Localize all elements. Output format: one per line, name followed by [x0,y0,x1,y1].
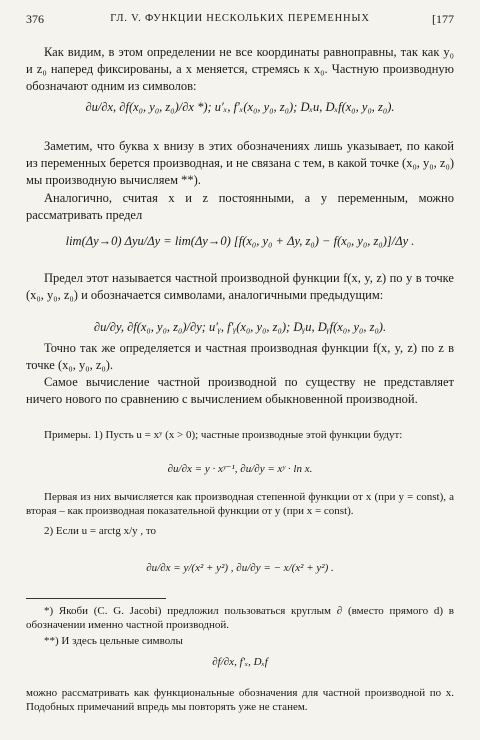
footnote-formula: ∂f/∂x, f′ₓ, Dₓf [212,656,268,668]
footnote-2: **) И здесь цельные символы [44,635,183,647]
footnote-1: *) Якоби (C. G. Jacobi) предложил пользоваться круглым ∂ (вместо прямого d) в обозначении именно частной производной. [26,605,454,631]
example-2: Первая из них вычисляется как производная степенной функции от x (при y = const), а вторая – как производная показательной функции от y (при x = const). [26,491,454,517]
formula-3: ∂u/∂y, ∂f(x₀, y₀, z₀)/∂y; u′ᵧ, f′ᵧ(x₀, y₀, z₀); Dᵧu, Dᵧf(x₀, y₀, z₀). [93,320,387,334]
section-number: [177 [432,12,454,26]
footnote-3: можно рассматривать как функциональные обозначения для частной производной по x. Подобных примечаний впредь мы повторять уже не станем. [26,687,454,713]
paragraph-2: Заметим, что буква x внизу в этих обозначениях лишь указывает, по какой из переменных берется производная, и не связана с тем, в какой точке (x₀, y₀, z₀) мы производную вычисляем **). [26,139,454,187]
paragraph-3: Аналогично, считая x и z постоянными, а y переменным, можно рассматривать предел [26,191,454,222]
example-3: 2) Если u = arctg x/y , то [44,525,157,537]
paragraph-1: Как видим, в этом определении не все координаты равноправны, так как y₀ и z₀ наперед фиксированы, а x меняется, стремясь к x₀. Частную производную обозначают одним из символов: [26,45,454,93]
running-header [26,12,454,28]
paragraph-6: Самое вычисление частной производной по существу не представляет ничего нового по сравнению с вычислением обыкновенной производной. [26,375,454,406]
chapter-title: ГЛ. V. ФУНКЦИИ НЕСКОЛЬКИХ ПЕРЕМЕННЫХ [110,13,370,24]
example-1: Примеры. 1) Пусть u = xʸ (x > 0); частные производные этой функции будут: [44,429,403,441]
paragraph-5: Точно так же определяется и частная производная функции f(x, y, z) по z в точке (x₀, y₀, z₀). [26,341,454,372]
formula-2: lim(Δy→0) Δyu/Δy = lim(Δy→0) [f(x₀, y₀ + Δy, z₀) − f(x₀, y₀, z₀)]/Δy . [65,234,415,248]
example-formula-2: ∂u/∂x = y/(x² + y²) , ∂u/∂y = − x/(x² + y²) . [146,562,334,574]
footnote-divider [26,598,166,599]
example-formula-1: ∂u/∂x = y · xʸ⁻¹, ∂u/∂y = xʸ · ln x. [167,463,313,475]
paragraph-4: Предел этот называется частной производной функции f(x, y, z) по y в точке (x₀, y₀, z₀) и обозначается символами, аналогичными предыдущим: [26,271,454,302]
formula-1: ∂u/∂x, ∂f(x₀, y₀, z₀)/∂x *); u′ₓ, f′ₓ(x₀, y₀, z₀); Dₓu, Dₓf(x₀, y₀, z₀). [85,100,395,114]
page-number: 376 [26,12,44,26]
